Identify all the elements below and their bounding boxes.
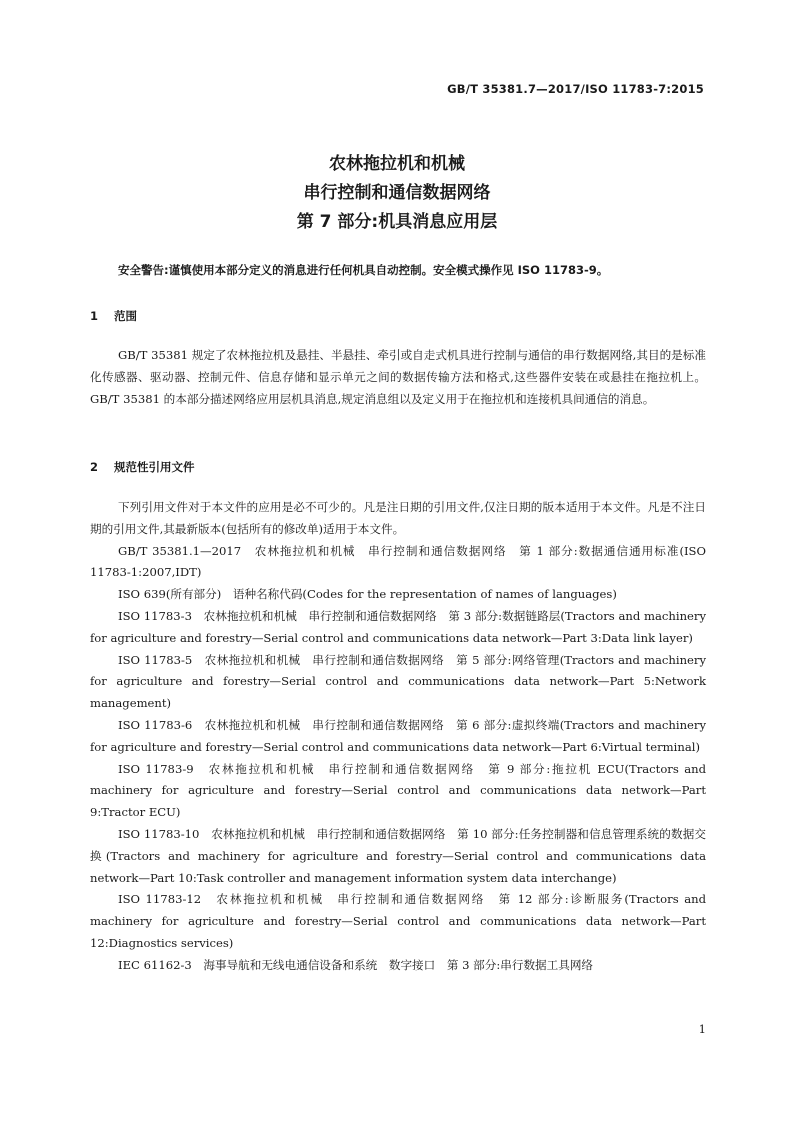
safety-warning: 安全警告:谨慎使用本部分定义的消息进行任何机具自动控制。安全模式操作见 ISO 11783-9。 xyxy=(118,263,609,277)
reference-entry: ISO 639(所有部分) 语种名称代码(Codes for the representation of names of languages) xyxy=(118,587,617,602)
section-2-body xyxy=(90,497,706,977)
section-2-number: 2 xyxy=(90,460,99,474)
reference-entry: GB/T 35381.1—2017 农林拖拉机和机械 串行控制和通信数据网络 第 1 部分:数据通信通用标准(ISO 11783-1:2007,IDT) xyxy=(90,543,706,580)
reference-entry: ISO 11783-10 农林拖拉机和机械 串行控制和通信数据网络 第 10 部分:任务控制器和信息管理系统的数据交换(Tractors and machinery for agriculture and forestry—Serial control and communications data network—Part 10:Task controller and management information system data interchange) xyxy=(90,826,706,885)
title-line-2: 串行控制和通信数据网络 xyxy=(303,183,491,203)
section-1-heading xyxy=(90,308,137,324)
page-number: 1 xyxy=(698,1022,706,1036)
section-2-title: 规范性引用文件 xyxy=(114,460,195,474)
reference-entry: IEC 61162-3 海事导航和无线电通信设备和系统 数字接口 第 3 部分:串行数据工具网络 xyxy=(118,957,594,972)
section-1-number: 1 xyxy=(90,309,99,323)
document-title xyxy=(0,150,794,237)
section-1-title: 范围 xyxy=(114,309,137,323)
reference-entry: ISO 11783-5 农林拖拉机和机械 串行控制和通信数据网络 第 5 部分:网络管理(Tractors and machinery for agriculture and forestry—Serial control and communications data network—Part 5:Network management) xyxy=(90,652,706,711)
reference-entry: ISO 11783-9 农林拖拉机和机械 串行控制和通信数据网络 第 9 部分:拖拉机 ECU(Tractors and machinery for agriculture and forestry—Serial control and communications data network—Part 9:Tractor ECU) xyxy=(90,761,706,820)
standard-code: GB/T 35381.7—2017/ISO 11783-7:2015 xyxy=(447,82,704,96)
reference-entry: ISO 11783-3 农林拖拉机和机械 串行控制和通信数据网络 第 3 部分:数据链路层(Tractors and machinery for agriculture and forestry—Serial control and communications data network—Part 3:Data link layer) xyxy=(90,608,706,645)
paragraph: GB/T 35381 规定了农林拖拉机及悬挂、半悬挂、牵引或自走式机具进行控制与通信的串行数据网络,其目的是标准化传感器、驱动器、控制元件、信息存储和显示单元之间的数据传输方法和格式,这些器件安装在或悬挂在拖拉机上。GB/T 35381 的本部分描述网络应用层机具消息,规定消息组以及定义用于在拖拉机和连接机具间通信的消息。 xyxy=(90,348,706,406)
reference-entry: ISO 11783-12 农林拖拉机和机械 串行控制和通信数据网络 第 12 部分:诊断服务(Tractors and machinery for agriculture and forestry—Serial control and communications data network—Part 12:Diagnostics services) xyxy=(90,892,706,950)
reference-entry: ISO 11783-6 农林拖拉机和机械 串行控制和通信数据网络 第 6 部分:虚拟终端(Tractors and machinery for agriculture and forestry—Serial control and communications data network—Part 6:Virtual terminal) xyxy=(90,717,706,754)
section-2-heading xyxy=(90,459,195,475)
title-line-3: 第 7 部分:机具消息应用层 xyxy=(296,212,498,232)
title-line-1: 农林拖拉机和机械 xyxy=(329,154,465,174)
paragraph: 下列引用文件对于本文件的应用是必不可少的。凡是注日期的引用文件,仅注日期的版本适用于本文件。凡是不注日期的引用文件,其最新版本(包括所有的修改单)适用于本文件。 xyxy=(90,500,706,536)
section-1-body xyxy=(90,345,706,410)
